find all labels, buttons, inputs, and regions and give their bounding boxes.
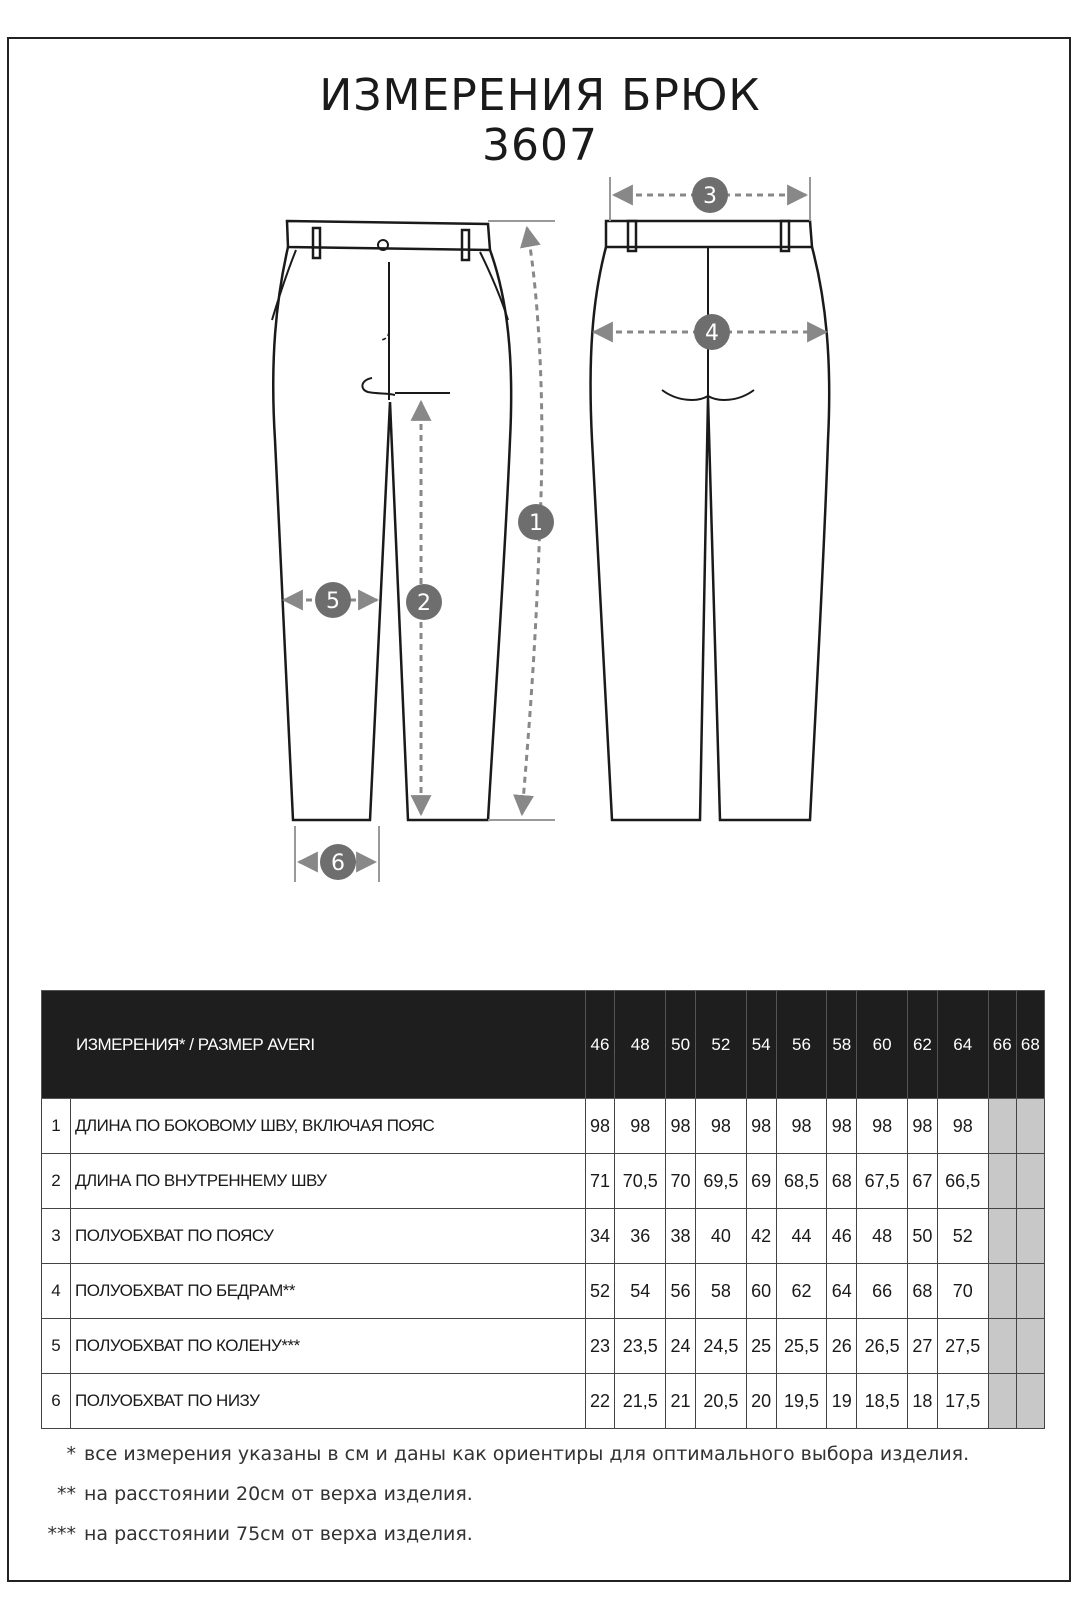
table-cell: 71 <box>585 1154 615 1209</box>
table-cell: 54 <box>615 1264 666 1319</box>
table-cell: 64 <box>827 1264 857 1319</box>
table-cell: 60 <box>746 1264 776 1319</box>
row-number: 5 <box>42 1319 71 1374</box>
table-cell: 44 <box>776 1209 827 1264</box>
table-row <box>42 1264 1045 1319</box>
row-number: 6 <box>42 1374 71 1429</box>
table-cell: 22 <box>585 1374 615 1429</box>
page-title: ИЗМЕРЕНИЯ БРЮК <box>319 70 761 121</box>
table-cell: 18,5 <box>857 1374 908 1429</box>
header-label: ИЗМЕРЕНИЯ* / РАЗМЕР AVERI <box>42 991 586 1099</box>
table-cell: 27,5 <box>937 1319 988 1374</box>
measurement-name: ПОЛУОБХВАТ ПО КОЛЕНУ*** <box>71 1319 586 1374</box>
table-cell: 23,5 <box>615 1319 666 1374</box>
table-cell: 19,5 <box>776 1374 827 1429</box>
table-cell: 20,5 <box>695 1374 746 1429</box>
size-col: 64 <box>937 991 988 1099</box>
table-cell: 68,5 <box>776 1154 827 1209</box>
row-number: 4 <box>42 1264 71 1319</box>
table-cell: 52 <box>585 1264 615 1319</box>
size-col: 50 <box>666 991 696 1099</box>
table-cell: 24 <box>666 1319 696 1374</box>
table-cell: 67 <box>908 1154 938 1209</box>
size-col: 52 <box>695 991 746 1099</box>
table-cell <box>988 1154 1016 1209</box>
table-cell <box>988 1264 1016 1319</box>
measure-lines <box>284 177 826 882</box>
size-col: 58 <box>827 991 857 1099</box>
footnote <box>47 1523 473 1545</box>
table-cell: 68 <box>827 1154 857 1209</box>
table-cell: 19 <box>827 1374 857 1429</box>
measure-markers <box>315 177 730 880</box>
table-cell: 62 <box>776 1264 827 1319</box>
table-row <box>42 1099 1045 1154</box>
footnote-mark: *** <box>47 1523 76 1545</box>
table-cell: 70 <box>666 1154 696 1209</box>
table-cell: 26 <box>827 1319 857 1374</box>
footnote-text: на расстоянии 20см от верха изделия. <box>84 1483 473 1505</box>
table-row <box>42 1154 1045 1209</box>
table-cell: 70 <box>937 1264 988 1319</box>
table-cell <box>1016 1209 1044 1264</box>
measurement-name: ПОЛУОБХВАТ ПО БЕДРАМ** <box>71 1264 586 1319</box>
table-cell: 18 <box>908 1374 938 1429</box>
marker-2 <box>406 584 442 620</box>
svg-text:1: 1 <box>529 511 543 536</box>
table-cell: 36 <box>615 1209 666 1264</box>
table-cell: 52 <box>937 1209 988 1264</box>
table-cell: 67,5 <box>857 1154 908 1209</box>
table-cell: 98 <box>776 1099 827 1154</box>
table-row <box>42 1319 1045 1374</box>
table-cell: 98 <box>695 1099 746 1154</box>
marker-1 <box>518 504 554 540</box>
table-cell: 34 <box>585 1209 615 1264</box>
table-cell <box>988 1099 1016 1154</box>
table-cell: 68 <box>908 1264 938 1319</box>
footnote-text: на расстоянии 75см от верха изделия. <box>84 1523 473 1545</box>
table-cell: 48 <box>857 1209 908 1264</box>
table-cell: 70,5 <box>615 1154 666 1209</box>
table-cell: 27 <box>908 1319 938 1374</box>
table-cell <box>988 1319 1016 1374</box>
marker-6 <box>320 844 356 880</box>
size-col: 46 <box>585 991 615 1099</box>
table-cell: 98 <box>857 1099 908 1154</box>
footnote-text: все измерения указаны в см и даны как ориентиры для оптимального выбора изделия. <box>84 1443 970 1465</box>
table-cell: 38 <box>666 1209 696 1264</box>
measurement-name: ПОЛУОБХВАТ ПО ПОЯСУ <box>71 1209 586 1264</box>
back-view <box>591 221 830 820</box>
table-cell: 23 <box>585 1319 615 1374</box>
table-cell: 98 <box>827 1099 857 1154</box>
measurement-name: ДЛИНА ПО ВНУТРЕННЕМУ ШВУ <box>71 1154 586 1209</box>
svg-text:6: 6 <box>331 851 345 876</box>
table-cell: 25,5 <box>776 1319 827 1374</box>
svg-text:5: 5 <box>326 589 340 614</box>
table-cell: 66 <box>857 1264 908 1319</box>
measurement-name: ДЛИНА ПО БОКОВОМУ ШВУ, ВКЛЮЧАЯ ПОЯС <box>71 1099 586 1154</box>
table-cell <box>988 1209 1016 1264</box>
table-row <box>42 1209 1045 1264</box>
footnote-mark: ** <box>57 1483 76 1505</box>
row-number: 3 <box>42 1209 71 1264</box>
marker-4 <box>694 314 730 350</box>
size-table <box>41 990 1045 1429</box>
table-cell: 69,5 <box>695 1154 746 1209</box>
table-cell: 66,5 <box>937 1154 988 1209</box>
footnote <box>66 1443 970 1465</box>
size-col: 66 <box>988 991 1016 1099</box>
footnote <box>57 1483 473 1505</box>
table-cell: 25 <box>746 1319 776 1374</box>
table-cell: 24,5 <box>695 1319 746 1374</box>
trousers-diagram <box>0 160 1080 900</box>
table-cell: 98 <box>666 1099 696 1154</box>
size-col: 62 <box>908 991 938 1099</box>
table-cell: 42 <box>746 1209 776 1264</box>
table-cell: 56 <box>666 1264 696 1319</box>
svg-text:4: 4 <box>705 321 719 346</box>
table-cell: 58 <box>695 1264 746 1319</box>
front-view <box>272 221 511 820</box>
model-number: 3607 <box>482 120 598 171</box>
size-col: 68 <box>1016 991 1044 1099</box>
table-cell: 69 <box>746 1154 776 1209</box>
table-cell: 21 <box>666 1374 696 1429</box>
table-cell: 26,5 <box>857 1319 908 1374</box>
table-cell <box>1016 1374 1044 1429</box>
svg-text:3: 3 <box>703 184 717 209</box>
size-col: 54 <box>746 991 776 1099</box>
table-cell <box>1016 1264 1044 1319</box>
row-number: 2 <box>42 1154 71 1209</box>
table-cell: 17,5 <box>937 1374 988 1429</box>
table-cell: 98 <box>908 1099 938 1154</box>
table-cell: 20 <box>746 1374 776 1429</box>
table-cell: 46 <box>827 1209 857 1264</box>
table-cell <box>1016 1154 1044 1209</box>
marker-3 <box>692 177 728 213</box>
table-cell: 40 <box>695 1209 746 1264</box>
measurement-name: ПОЛУОБХВАТ ПО НИЗУ <box>71 1374 586 1429</box>
table-cell: 98 <box>615 1099 666 1154</box>
table-cell <box>1016 1319 1044 1374</box>
svg-text:2: 2 <box>417 591 431 616</box>
table-cell: 21,5 <box>615 1374 666 1429</box>
size-col: 60 <box>857 991 908 1099</box>
table-cell: 98 <box>937 1099 988 1154</box>
size-col: 56 <box>776 991 827 1099</box>
table-cell: 50 <box>908 1209 938 1264</box>
footnote-mark: * <box>66 1443 76 1465</box>
size-header-row <box>42 991 1045 1099</box>
table-cell <box>1016 1099 1044 1154</box>
table-cell: 98 <box>746 1099 776 1154</box>
marker-5 <box>315 582 351 618</box>
table-row <box>42 1374 1045 1429</box>
size-col: 48 <box>615 991 666 1099</box>
table-cell <box>988 1374 1016 1429</box>
row-number: 1 <box>42 1099 71 1154</box>
table-cell: 98 <box>585 1099 615 1154</box>
